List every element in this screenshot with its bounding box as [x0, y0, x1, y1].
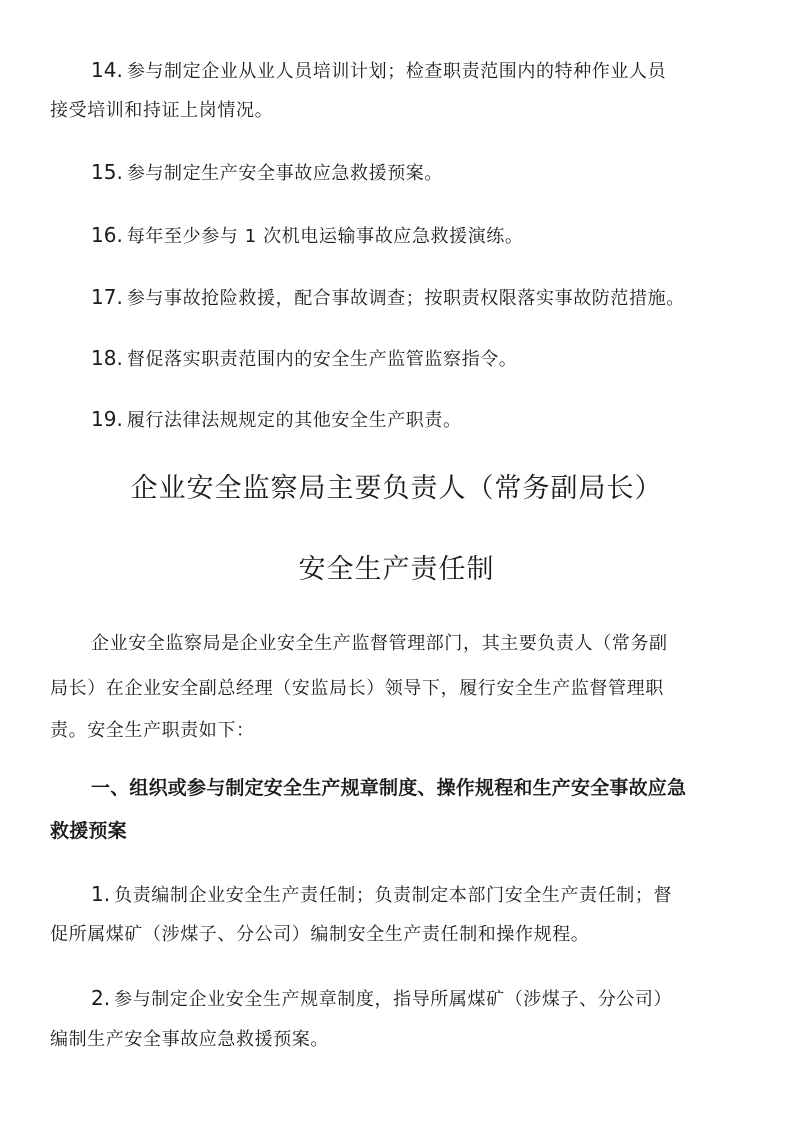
item-19	[91, 406, 751, 434]
item-text: 每年至少参与 1 次机电运输事故应急救援演练。	[126, 226, 524, 247]
item-text: 参与制定企业从业人员培训计划；检查职责范围内的特种作业人员	[126, 61, 667, 82]
item-number: 15.	[91, 160, 123, 184]
intro-paragraph-line3	[50, 718, 750, 744]
item-number: 2.	[91, 986, 111, 1010]
item-text: 接受培训和持证上岗情况。	[50, 100, 274, 121]
item-1	[91, 881, 751, 909]
item-number: 17.	[91, 285, 123, 309]
item-16	[91, 222, 751, 250]
section-heading-line1: 企业安全监察局主要负责人（常务副局长）	[130, 473, 663, 504]
item-text: 参与制定生产安全事故应急救援预案。	[126, 163, 444, 184]
item-text: 参与事故抢险救援，配合事故调查；按职责权限落实事故防范措施。	[126, 288, 685, 309]
subsection-heading-line2	[50, 818, 750, 844]
item-text: 督促落实职责范围内的安全生产监管监察指令。	[126, 349, 518, 370]
item-text: 编制生产安全事故应急救援预案。	[50, 1029, 329, 1050]
item-text: 负责编制企业安全生产责任制；负责制定本部门安全生产责任制；督	[114, 885, 673, 906]
subsection-text: 救援预案	[50, 820, 127, 842]
item-15	[91, 159, 751, 187]
intro-paragraph-line1	[91, 631, 751, 657]
intro-text: 责。安全生产职责如下：	[50, 720, 255, 741]
subsection-heading-line1	[91, 775, 751, 801]
item-number: 18.	[91, 346, 123, 370]
item-number: 14.	[91, 58, 123, 82]
item-text: 履行法律法规规定的其他安全生产职责。	[126, 410, 462, 431]
item-text: 促所属煤矿（涉煤子、分公司）编制安全生产责任制和操作规程。	[50, 924, 590, 945]
intro-text: 企业安全监察局是企业安全生产监督管理部门，其主要负责人（常务副	[91, 633, 668, 654]
item-text: 参与制定企业安全生产规章制度，指导所属煤矿（涉煤子、分公司）	[114, 989, 673, 1010]
section-heading-line2: 安全生产责任制	[298, 554, 495, 585]
item-number: 19.	[91, 407, 123, 431]
item-number: 16.	[91, 223, 123, 247]
intro-text: 局长）在企业安全副总经理（安监局长）领导下，履行安全生产监督管理职	[50, 678, 664, 699]
item-number: 1.	[91, 882, 111, 906]
item-1-continued	[50, 922, 750, 948]
item-14	[91, 57, 751, 85]
item-17	[91, 284, 751, 312]
intro-paragraph-line2	[50, 676, 750, 702]
item-2-continued	[50, 1027, 750, 1053]
subsection-text: 一、组织或参与制定安全生产规章制度、操作规程和生产安全事故应急	[91, 777, 687, 799]
item-14-continued	[50, 98, 750, 124]
item-18	[91, 345, 751, 373]
item-2	[91, 985, 751, 1013]
